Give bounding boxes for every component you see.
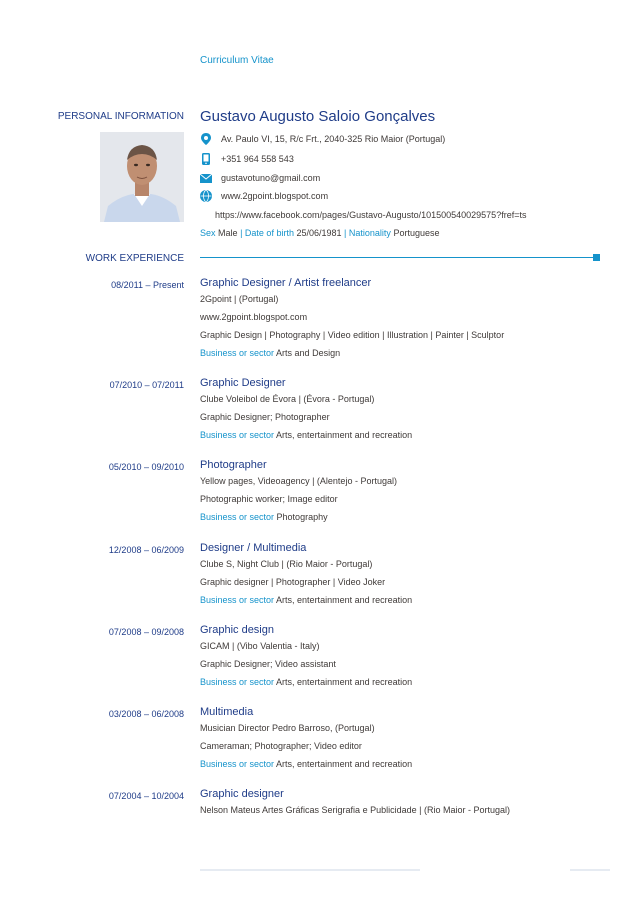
job-sector <box>200 677 412 687</box>
job-role: Graphic Design | Photography | Video edition | Illustration | Painter | Sculptor <box>200 330 505 340</box>
dob-label: Date of birth <box>244 228 294 238</box>
person-name: Gustavo Augusto Saloio Gonçalves <box>200 108 436 125</box>
job-date: 08/2011 – Present <box>111 280 184 290</box>
contact-website <box>200 190 328 202</box>
job-employer: GICAM | (Vibo Valentia - Italy) <box>200 641 320 651</box>
sector-value: Arts, entertainment and recreation <box>276 595 413 605</box>
section-divider <box>200 257 595 258</box>
job-role: Photographic worker; Image editor <box>200 494 338 504</box>
job-role: Cameraman; Photographer; Video editor <box>200 741 362 751</box>
sector-value: Arts, entertainment and recreation <box>276 677 413 687</box>
dob-value: 25/06/1981 <box>296 228 342 238</box>
sector-label: Business or sector <box>200 759 275 769</box>
location-pin-icon <box>200 133 212 145</box>
job-title: Designer / Multimedia <box>200 542 307 554</box>
nationality-label: Nationality <box>348 228 391 238</box>
job-date: 07/2008 – 09/2008 <box>108 627 184 637</box>
job-title: Graphic design <box>200 624 274 636</box>
sector-label: Business or sector <box>200 430 275 440</box>
job-sector <box>200 759 412 769</box>
job-title: Graphic Designer / Artist freelancer <box>200 277 372 289</box>
sex-label: Sex <box>200 228 216 238</box>
job-sector <box>200 348 340 358</box>
page-number <box>570 869 610 871</box>
job-date: 07/2010 – 07/2011 <box>109 380 184 390</box>
sector-label: Business or sector <box>200 512 275 522</box>
sector-value: Arts, entertainment and recreation <box>276 759 413 769</box>
personal-details <box>200 228 439 238</box>
email-link[interactable]: gustavotuno@gmail.com <box>221 173 321 183</box>
cv-label: Curriculum Vitae <box>200 55 274 66</box>
job-date: 12/2008 – 06/2009 <box>108 545 184 555</box>
job-sector <box>200 512 328 522</box>
job-role: Graphic Designer; Video assistant <box>200 659 336 669</box>
sector-value: Arts, entertainment and recreation <box>276 430 413 440</box>
job-employer: Clube Voleibol de Évora | (Évora - Portugal) <box>200 394 375 404</box>
job-date: 03/2008 – 06/2008 <box>108 709 184 719</box>
sex-value: Male <box>218 228 238 238</box>
job-employer: Yellow pages, Videoagency | (Alentejo - Portugal) <box>200 476 397 486</box>
phone-text: +351 964 558 543 <box>221 154 294 164</box>
job-sector <box>200 595 412 605</box>
envelope-icon <box>200 172 212 184</box>
job-employer: Nelson Mateus Artes Gráficas Serigrafia e Publicidade | (Rio Maior - Portugal) <box>200 805 510 815</box>
address-text: Av. Paulo VI, 15, R/c Frt., 2040-325 Rio Maior (Portugal) <box>221 134 446 144</box>
globe-icon <box>200 190 212 202</box>
profile-photo <box>100 132 184 222</box>
job-sector <box>200 430 412 440</box>
section-label-personal: PERSONAL INFORMATION <box>57 111 184 122</box>
contact-phone <box>200 153 294 165</box>
job-employer: Musician Director Pedro Barroso, (Portugal) <box>200 723 375 733</box>
contact-address <box>200 133 445 145</box>
mobile-phone-icon <box>200 153 212 165</box>
job-date: 07/2004 – 10/2004 <box>108 791 184 801</box>
sector-label: Business or sector <box>200 595 275 605</box>
job-title: Graphic designer <box>200 788 284 800</box>
job-employer: 2Gpoint | (Portugal) <box>200 294 279 304</box>
job-title: Multimedia <box>200 706 254 718</box>
separator: | <box>240 228 243 238</box>
page-footer <box>200 869 420 871</box>
job-role: Graphic Designer; Photographer <box>200 412 330 422</box>
sector-value: Photography <box>276 512 328 522</box>
job-role: Graphic designer | Photographer | Video Joker <box>200 577 386 587</box>
section-label-work: WORK EXPERIENCE <box>85 253 184 264</box>
job-date: 05/2010 – 09/2010 <box>108 462 184 472</box>
sector-label: Business or sector <box>200 348 275 358</box>
separator: | <box>344 228 347 238</box>
facebook-link[interactable]: https://www.facebook.com/pages/Gustavo-Augusto/101500540029575?fref=ts <box>215 210 527 220</box>
section-divider-marker <box>593 254 600 261</box>
job-website-link[interactable]: www.2gpoint.blogspot.com <box>200 312 308 322</box>
sector-label: Business or sector <box>200 677 275 687</box>
nationality-value: Portuguese <box>393 228 440 238</box>
contact-email <box>200 172 320 184</box>
website-link[interactable]: www.2gpoint.blogspot.com <box>221 191 329 201</box>
job-title: Graphic Designer <box>200 377 286 389</box>
sector-value: Arts and Design <box>276 348 341 358</box>
job-title: Photographer <box>200 459 267 471</box>
job-employer: Clube S, Night Club | (Rio Maior - Portugal) <box>200 559 373 569</box>
